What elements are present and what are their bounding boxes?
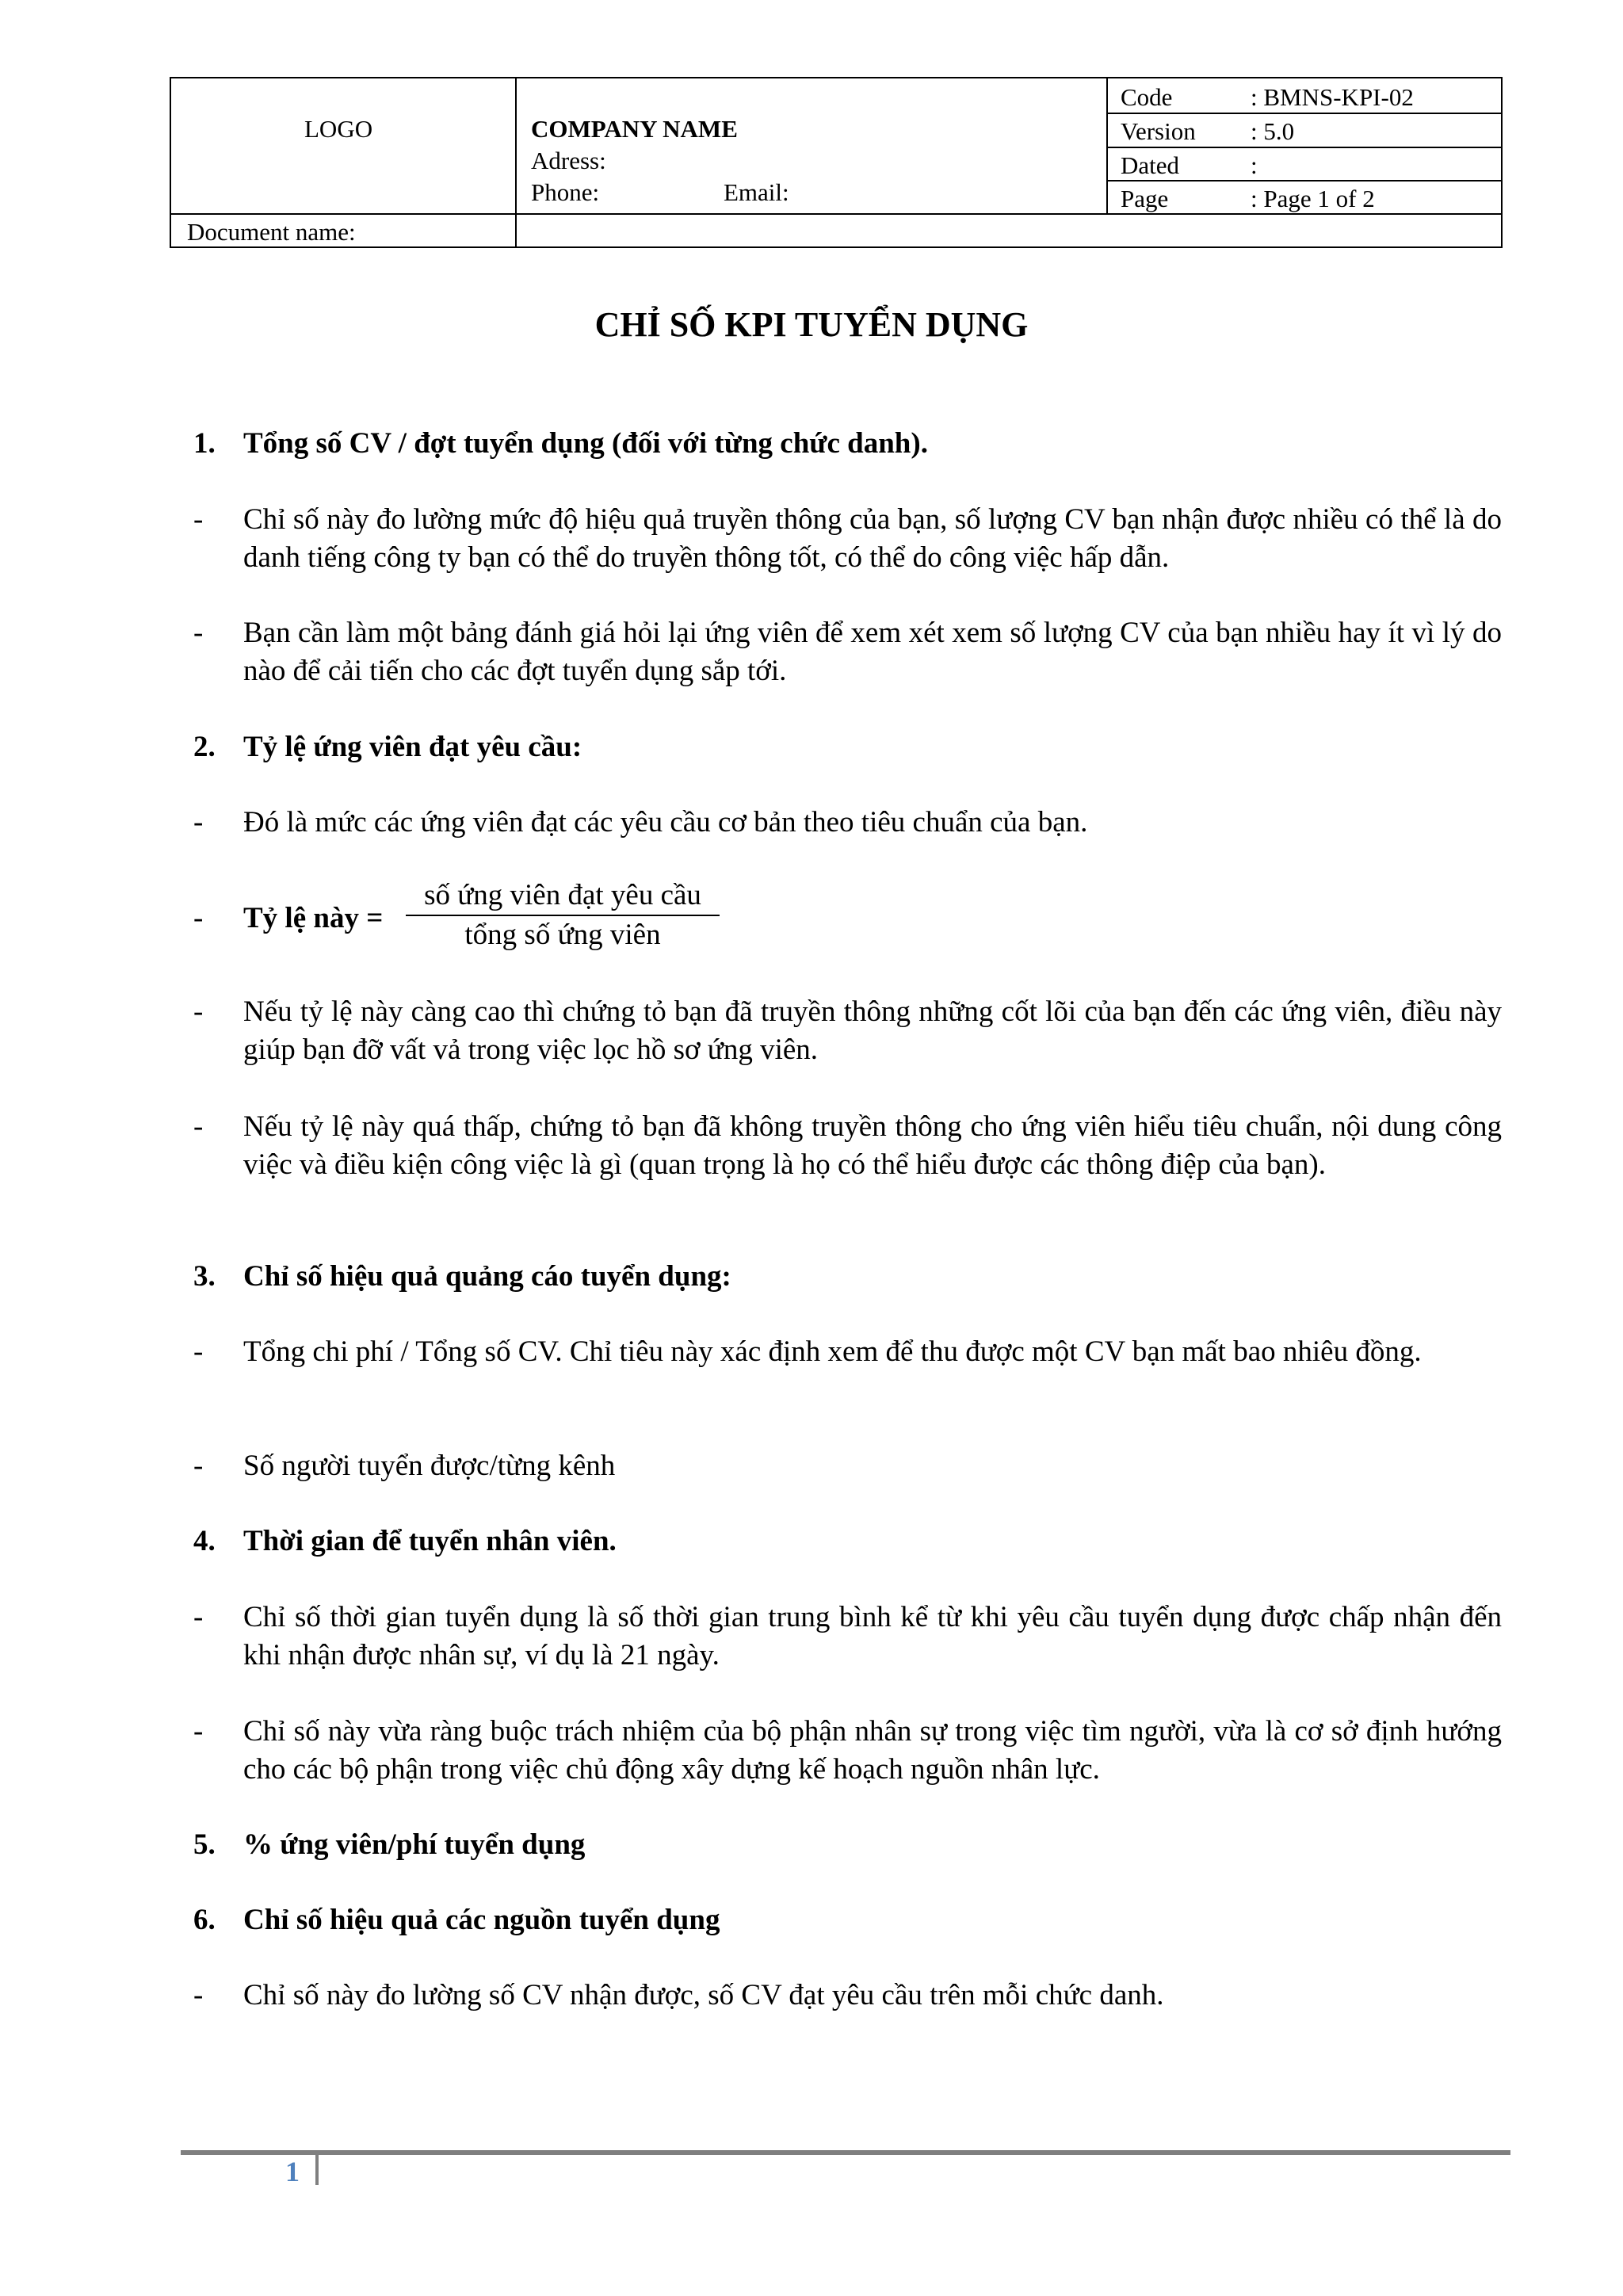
bullet-dash: - bbox=[193, 503, 204, 536]
paragraph: Số người tuyển được/từng kênh bbox=[243, 1450, 616, 1482]
bullet-dash: - bbox=[193, 1335, 204, 1368]
header-divider bbox=[1106, 78, 1108, 213]
document-header-table bbox=[170, 77, 1503, 248]
paragraph: Bạn cần làm một bảng đánh giá hỏi lại ứng viên để xem xét xem số lượng CV của bạn nhiều hay ít vì lý do nào để cải tiến cho các đợt tuyển dụng sắp tới. bbox=[243, 617, 1502, 687]
dated-value: : bbox=[1251, 151, 1258, 179]
page-title: CHỈ SỐ KPI TUYỂN DỤNG bbox=[594, 305, 1029, 344]
section-number: 2. bbox=[193, 731, 216, 763]
address-label: Adress: bbox=[531, 147, 606, 174]
logo-placeholder: LOGO bbox=[304, 115, 373, 143]
document-name-label: Document name: bbox=[187, 218, 356, 246]
bullet-dash: - bbox=[193, 1979, 204, 2011]
footer-rule bbox=[181, 2150, 1510, 2155]
paragraph: Chỉ số này đo lường số CV nhận được, số CV đạt yêu cầu trên mỗi chức danh. bbox=[243, 1979, 1164, 2011]
phone-label: Phone: bbox=[531, 178, 600, 206]
header-divider bbox=[515, 78, 517, 246]
header-divider bbox=[171, 213, 1501, 215]
version-value: : 5.0 bbox=[1251, 117, 1295, 145]
page-number: 1 bbox=[285, 2156, 300, 2187]
paragraph: Đó là mức các ứng viên đạt các yêu cầu cơ bản theo tiêu chuẩn của bạn. bbox=[243, 806, 1088, 839]
bullet-dash: - bbox=[193, 1601, 204, 1633]
section-heading: Chỉ số hiệu quả các nguồn tuyển dụng bbox=[243, 1904, 720, 1936]
section-heading: Chỉ số hiệu quả quảng cáo tuyển dụng: bbox=[243, 1260, 731, 1293]
footer-separator bbox=[315, 2150, 319, 2185]
paragraph: Chỉ số này vừa ràng buộc trách nhiệm của bộ phận nhân sự trong việc tìm người, vừa là cơ sở định hướng cho các bộ phận trong việc chủ động xây dựng kế hoạch nguồn nhân lực. bbox=[243, 1715, 1502, 1786]
company-name: COMPANY NAME bbox=[531, 115, 738, 143]
section-number: 6. bbox=[193, 1904, 216, 1936]
paragraph: Chỉ số này đo lường mức độ hiệu quả truyền thông của bạn, số lượng CV bạn nhận được nhiều có thể là do danh tiếng công ty bạn có thể do truyền thông tốt, có thể do công việc hấp dẫn. bbox=[243, 503, 1502, 574]
header-divider bbox=[1106, 113, 1501, 114]
section-heading: % ứng viên/phí tuyển dụng bbox=[243, 1828, 586, 1861]
bullet-dash: - bbox=[193, 995, 204, 1028]
paragraph: Chỉ số thời gian tuyển dụng là số thời gian trung bình kể từ khi yêu cầu tuyển dụng được chấp nhận đến khi nhận được nhân sự, ví dụ là 21 ngày. bbox=[243, 1601, 1502, 1671]
section-number: 4. bbox=[193, 1525, 216, 1557]
bullet-dash: - bbox=[193, 1450, 204, 1482]
paragraph: Tổng chi phí / Tổng số CV. Chỉ tiêu này xác định xem để thu được một CV bạn mất bao nhiêu đồng. bbox=[243, 1335, 1422, 1368]
paragraph: Nếu tỷ lệ này quá thấp, chứng tỏ bạn đã không truyền thông cho ứng viên hiểu tiêu chuẩn, nội dung công việc và điều kiện công việc là gì (quan trọng là họ có thể hiểu được các thông điệp của bạn). bbox=[243, 1110, 1502, 1181]
formula-numerator: số ứng viên đạt yêu cầu bbox=[424, 879, 701, 911]
section-number: 3. bbox=[193, 1260, 216, 1293]
section-heading: Tỷ lệ ứng viên đạt yêu cầu: bbox=[243, 731, 582, 763]
dated-label: Dated bbox=[1121, 151, 1180, 179]
header-divider bbox=[1106, 180, 1501, 181]
section-heading: Tổng số CV / đợt tuyển dụng (đối với từng chức danh). bbox=[243, 427, 928, 460]
bullet-dash: - bbox=[193, 902, 204, 934]
page-label: Page bbox=[1121, 185, 1169, 212]
formula-denominator: tổng số ứng viên bbox=[464, 919, 661, 951]
section-number: 5. bbox=[193, 1828, 216, 1861]
section-number: 1. bbox=[193, 427, 216, 460]
paragraph: Nếu tỷ lệ này càng cao thì chứng tỏ bạn đã truyền thông những cốt lõi của bạn đến các ứng viên, điều này giúp bạn đỡ vất vả trong việc lọc hồ sơ ứng viên. bbox=[243, 995, 1502, 1066]
page-value: : Page 1 of 2 bbox=[1251, 185, 1375, 212]
bullet-dash: - bbox=[193, 1110, 204, 1143]
email-label: Email: bbox=[724, 178, 789, 206]
bullet-dash: - bbox=[193, 806, 204, 839]
code-label: Code bbox=[1121, 83, 1173, 111]
section-heading: Thời gian để tuyển nhân viên. bbox=[243, 1525, 617, 1557]
formula-fraction bbox=[406, 877, 720, 954]
version-label: Version bbox=[1121, 117, 1196, 145]
code-value: : BMNS-KPI-02 bbox=[1251, 83, 1414, 111]
header-divider bbox=[1106, 147, 1501, 148]
formula-label: Tỷ lệ này = bbox=[243, 902, 384, 934]
bullet-dash: - bbox=[193, 617, 204, 649]
bullet-dash: - bbox=[193, 1715, 204, 1748]
